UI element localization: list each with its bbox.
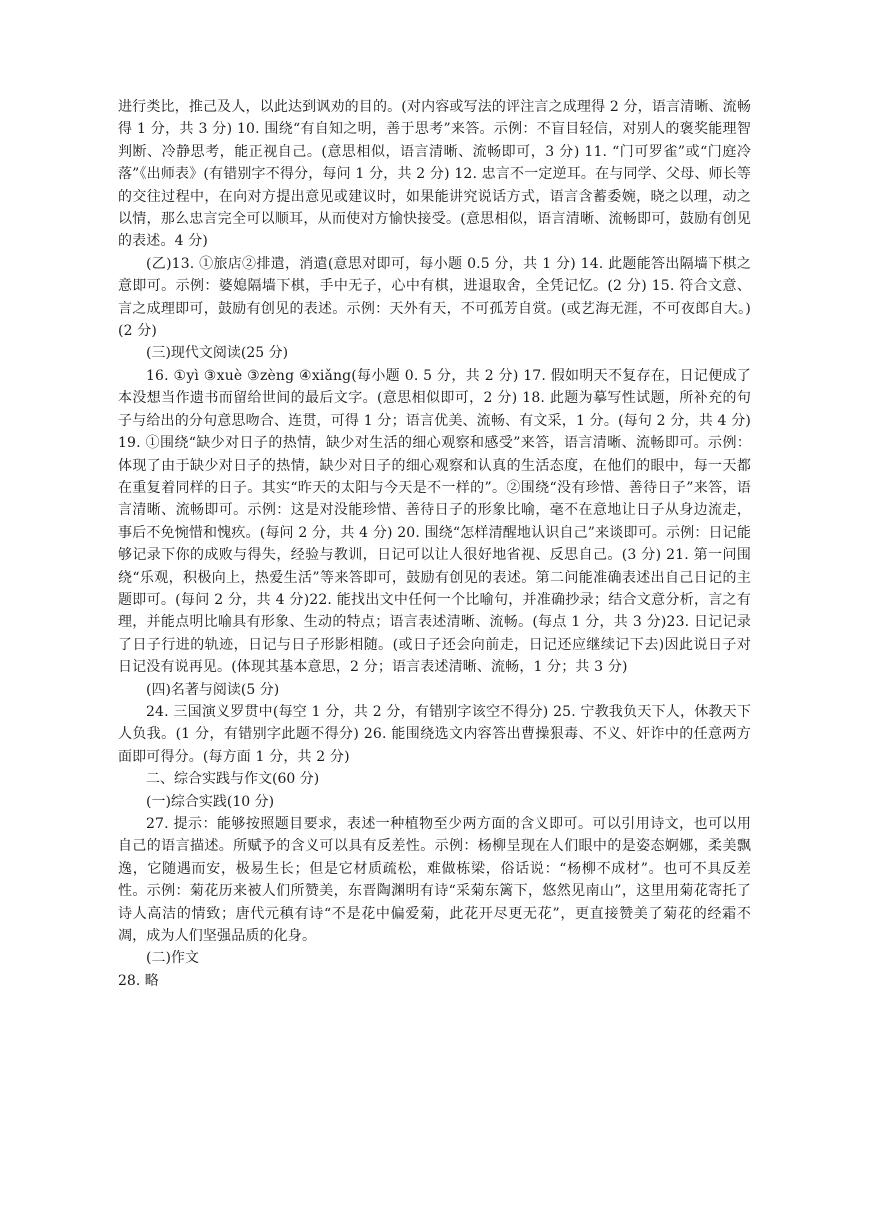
section-heading-comprehensive-practice: (一)综合实践(10 分) xyxy=(146,793,275,810)
section-heading-practice-and-composition: 二、综合实践与作文(60 分) xyxy=(146,771,320,788)
answer-paragraph-13-15: (乙)13. ①旅店②排遣，消遣(意思对即可，每小题 0.5 分，共 1 分) 14. 此题能答出隔墙下棋之意即可。示例：婆媳隔墙下棋，手中无子，心中有棋，进退取舍，全凭记忆。(2 分) 15. 符合文意、言之成理即可，鼓励有创见的表述。示例：天外有天，不可孤芳自赏。(或艺海无涯，不可夜郎自大。) (2 分) xyxy=(118,255,751,340)
section-heading-composition: (二)作文 xyxy=(146,950,199,967)
answer-paragraph-9-12: 进行类比，推己及人，以此达到讽劝的目的。(对内容或写法的评注言之成理得 2 分，语言清晰、流畅得 1 分，共 3 分) 10. 围绕“有自知之明，善于思考”来答。示例：不盲目轻信，对别人的褒奖能理智判断、冷静思考，能正视自己。(意思相似，语言清晰、流畅即可，3 分) 11. “门可罗雀”或“门庭冷落”《出师表》(有错别字不得分，每问 1 分，共 2 分) 12. 忠言不一定逆耳。在与同学、父母、师长等的交往过程中，在向对方提出意见或建议时，如果能讲究说话方式，语言含蓄委婉，晓之以理，动之以情，那么忠言完全可以顺耳，从而使对方愉快接受。(意思相似，语言清晰、流畅即可，鼓励有创见的表述。4 分) xyxy=(118,99,751,250)
section-heading-classics-reading: (四)名著与阅读(5 分) xyxy=(146,681,280,698)
answer-paragraph-28: 28. 略 xyxy=(118,972,159,989)
answer-paragraph-16-23: 16. ①yì ③xuè ③zèng ④xiǎng(每小题 0. 5 分，共 2 分) 17. 假如明天不复存在，日记便成了本没想当作遗书而留给世间的最后文字。(意思相似即可，2 分) 18. 此题为摹写性试题，所补充的句子与给出的分句意思吻合、连贯，可得 1 分；语言优美、流畅、有文采，1 分。(每句 2 分，共 4 分) 19. ①围绕“缺少对日子的热情，缺少对生活的细心观察和感受”来答，语言清晰、流畅即可。示例：体现了由于缺少对日子的热情，缺少对日子的细心观察和认真的生活态度，在他们的眼中，每一天都在重复着同样的日子。其实“昨天的太阳与今天是不一样的”。②围绕“没有珍惜、善待日子”来答，语言清晰、流畅即可。示例：这是对没能珍惜、善待日子的形象比喻，毫不在意地让日子从身边流走，事后不免惋惜和愧疚。(每问 2 分，共 4 分) 20. 围绕“怎样清醒地认识自己”来谈即可。示例：日记能够记录下你的成败与得失，经验与教训，日记可以让人很好地省视、反思自己。(3 分) 21. 第一问围绕“乐观，积极向上，热爱生活”等来答即可，鼓励有创见的表述。第二问能准确表述出自己日记的主题即可。(每问 2 分，共 4 分)22. 能找出文中任何一个比喻句，并准确抄录；结合文意分析，言之有理，并能点明比喻具有形象、生动的特点；语言表述清晰、流畅。(每点 1 分，共 3 分)23. 日记记录了日子行进的轨迹，日记与日子形影相随。(或日子还会向前走，日记还应继续记下去)因此说日子对日记没有说再见。(体现其基本意思，2 分；语言表述清晰、流畅，1 分；共 3 分) xyxy=(118,367,751,676)
section-heading-modern-reading: (三)现代文阅读(25 分) xyxy=(146,345,289,362)
answer-paragraph-24-26: 24. 三国演义罗贯中(每空 1 分，共 2 分，有错别字该空不得分) 25. 宁教我负天下人，休教天下人负我。(1 分，有错别字此题不得分) 26. 能围绕选文内容答出曹操狠毒、不义、奸诈中的任意两方面即可得分。(每方面 1 分，共 2 分) xyxy=(118,703,751,765)
answer-paragraph-27: 27. 提示：能够按照题目要求，表述一种植物至少两方面的含义即可。可以引用诗文，也可以用自己的语言描述。所赋予的含义可以具有反差性。示例：杨柳呈现在人们眼中的是姿态婀娜，柔美飘逸，它随遇而安，极易生长；但是它材质疏松，难做栋梁，俗话说：“杨柳不成材”。也可不具反差性。示例：菊花历来被人们所赞美，东晋陶渊明有诗“采菊东篱下，悠然见南山”，这里用菊花寄托了诗人高洁的情致；唐代元稹有诗“不是花中偏爱菊，此花开尽更无花”，更直接赞美了菊花的经霜不凋，成为人们坚强品质的化身。 xyxy=(118,816,751,945)
